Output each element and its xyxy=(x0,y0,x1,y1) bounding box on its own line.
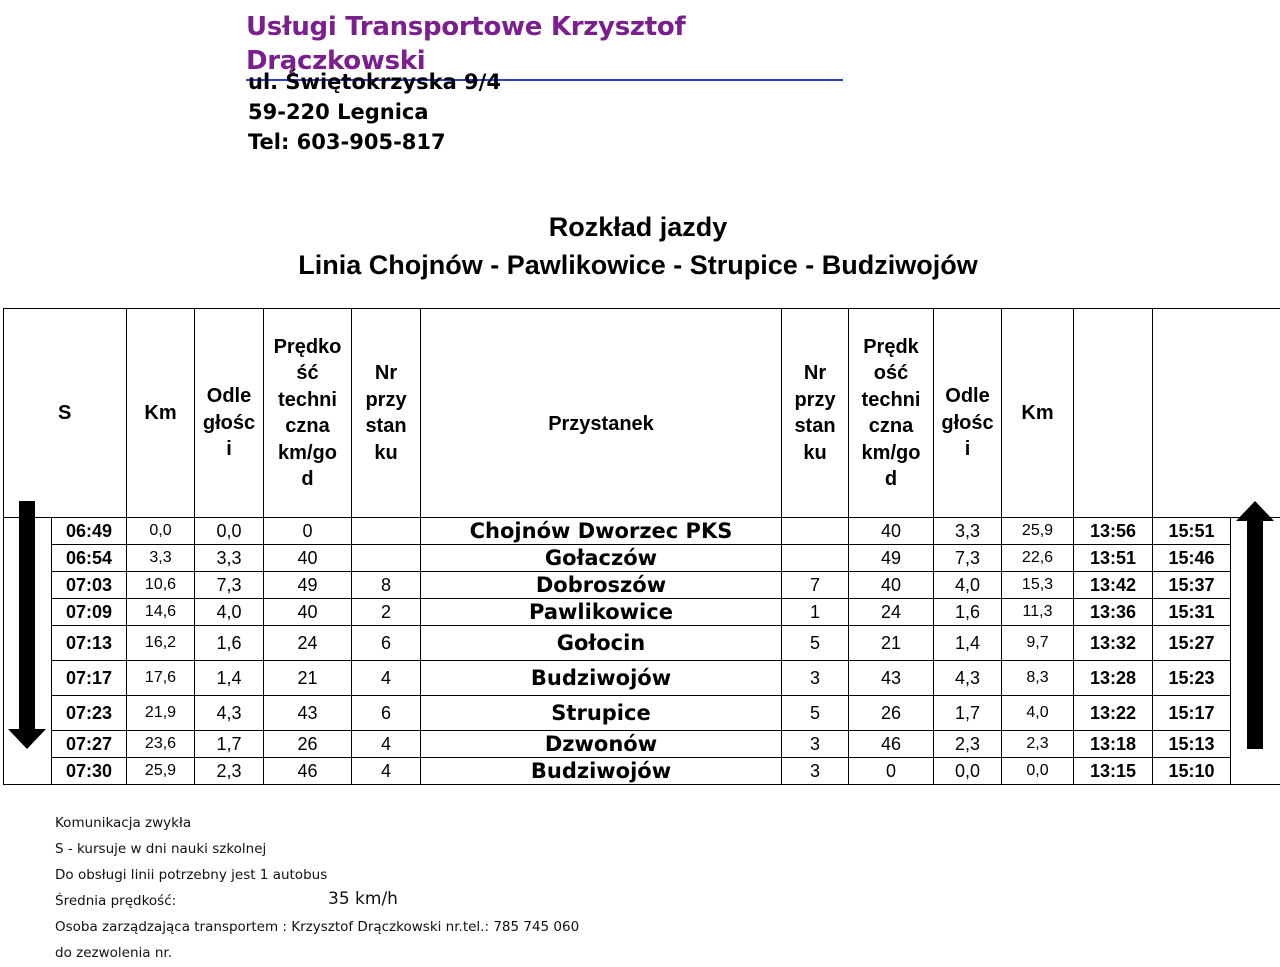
stop-nr-right: 7 xyxy=(782,572,849,599)
speed-right: 40 xyxy=(849,572,934,599)
stop-nr-left xyxy=(352,518,421,545)
footer-line-2: S - kursuje w dni nauki szkolnej xyxy=(55,841,267,857)
h-odl-r-2: i xyxy=(964,438,971,461)
speed-right: 0 xyxy=(849,758,934,785)
distance-right: 1,7 xyxy=(934,696,1002,731)
speed-right: 26 xyxy=(849,696,934,731)
header-distance-right xyxy=(934,309,1002,518)
return-time-1: 13:32 xyxy=(1074,626,1153,661)
line-title: Linia Chojnów - Pawlikowice - Strupice - Budziwojów xyxy=(298,250,978,280)
header-s xyxy=(4,309,127,518)
footer-line-6: do zezwolenia nr. xyxy=(55,945,172,961)
departure-time: 06:54 xyxy=(52,545,127,572)
h-nr-l-1: przy xyxy=(365,388,407,411)
h-nr-r-0: Nr xyxy=(803,362,827,384)
table-row xyxy=(4,696,1280,731)
h-spd-l-0: Prędko xyxy=(273,335,342,358)
speed-right: 24 xyxy=(849,599,934,626)
stop-name: Chojnów Dworzec PKS xyxy=(421,518,782,545)
footer-line-1: Komunikacja zwykła xyxy=(55,815,192,831)
table-row xyxy=(4,626,1280,661)
stop-nr-left: 8 xyxy=(352,572,421,599)
stop-name: Budziwojów xyxy=(421,661,782,696)
distance-left: 3,3 xyxy=(195,545,264,572)
header-s-label: S xyxy=(58,401,72,424)
footer-line-3: Do obsługi linii potrzebny jest 1 autobus xyxy=(55,867,328,883)
speed-right: 21 xyxy=(849,626,934,661)
return-time-1: 13:56 xyxy=(1074,518,1153,545)
arrow-space-left xyxy=(4,758,52,785)
stop-name: Pawlikowice xyxy=(421,599,782,626)
return-time-2: 15:51 xyxy=(1153,518,1231,545)
header-km-left: Km xyxy=(127,309,195,518)
distance-left: 7,3 xyxy=(195,572,264,599)
h-nr-l-2: stan xyxy=(365,415,407,437)
company-name: Usługi Transportowe Krzysztof Drączkowski xyxy=(246,10,843,81)
distance-left: 0,0 xyxy=(195,518,264,545)
km-left: 16,2 xyxy=(127,626,195,661)
km-right: 2,3 xyxy=(1002,731,1074,758)
departure-time: 06:49 xyxy=(52,518,127,545)
header-stop-nr-right xyxy=(782,309,849,518)
speed-left: 40 xyxy=(264,545,352,572)
distance-right: 2,3 xyxy=(934,731,1002,758)
table-row xyxy=(4,661,1280,696)
return-time-2: 15:23 xyxy=(1153,661,1231,696)
h-nr-l-0: Nr xyxy=(374,362,398,384)
return-time-1: 13:36 xyxy=(1074,599,1153,626)
km-right: 15,3 xyxy=(1002,572,1074,599)
stop-nr-right xyxy=(782,518,849,545)
table-row xyxy=(4,731,1280,758)
speed-right: 43 xyxy=(849,661,934,696)
table-row xyxy=(4,518,1280,545)
distance-right: 1,4 xyxy=(934,626,1002,661)
distance-right: 7,3 xyxy=(934,545,1002,572)
h-odl-l-2: i xyxy=(226,438,232,461)
h-spd-l-3: czna xyxy=(285,415,330,437)
return-time-1: 13:28 xyxy=(1074,661,1153,696)
header-stop-nr-left xyxy=(352,309,421,518)
address-city: 59-220 Legnica xyxy=(248,100,429,124)
arrow-up-icon xyxy=(1236,501,1276,751)
header-time-1 xyxy=(1074,309,1153,518)
return-time-2: 15:27 xyxy=(1153,626,1231,661)
h-spd-r-2: techni xyxy=(861,388,921,411)
stop-nr-right: 3 xyxy=(782,758,849,785)
h-spd-r-0: Prędk xyxy=(863,335,919,358)
return-time-2: 15:31 xyxy=(1153,599,1231,626)
header-stop: Przystanek xyxy=(421,309,782,518)
h-nr-r-3: ku xyxy=(803,441,827,464)
distance-left: 1,7 xyxy=(195,731,264,758)
address-phone: Tel: 603-905-817 xyxy=(248,130,446,154)
departure-time: 07:09 xyxy=(52,599,127,626)
return-time-2: 15:10 xyxy=(1153,758,1231,785)
stop-nr-right: 3 xyxy=(782,661,849,696)
stop-nr-right: 1 xyxy=(782,599,849,626)
stop-nr-right: 5 xyxy=(782,626,849,661)
header-speed-right xyxy=(849,309,934,518)
stop-name: Dobroszów xyxy=(421,572,782,599)
stop-nr-left: 6 xyxy=(352,626,421,661)
table-row xyxy=(4,599,1280,626)
km-right: 8,3 xyxy=(1002,661,1074,696)
h-nr-r-2: stan xyxy=(794,415,836,437)
speed-left: 40 xyxy=(264,599,352,626)
stop-nr-right: 3 xyxy=(782,731,849,758)
stop-nr-left: 6 xyxy=(352,696,421,731)
distance-left: 2,3 xyxy=(195,758,264,785)
h-nr-l-3: ku xyxy=(374,441,398,464)
table-row xyxy=(4,545,1280,572)
stop-nr-left: 2 xyxy=(352,599,421,626)
stop-name: Strupice xyxy=(421,696,782,731)
km-right: 4,0 xyxy=(1002,696,1074,731)
speed-left: 49 xyxy=(264,572,352,599)
footer-speed-label: Średnia prędkość: xyxy=(55,893,177,909)
departure-time: 07:23 xyxy=(52,696,127,731)
speed-right: 40 xyxy=(849,518,934,545)
return-time-1: 13:51 xyxy=(1074,545,1153,572)
departure-time: 07:13 xyxy=(52,626,127,661)
h-spd-l-5: d xyxy=(301,468,314,490)
distance-right: 4,0 xyxy=(934,572,1002,599)
distance-right: 3,3 xyxy=(934,518,1002,545)
distance-left: 4,3 xyxy=(195,696,264,731)
address-street: ul. Świętokrzyska 9/4 xyxy=(248,70,501,94)
departure-time: 07:27 xyxy=(52,731,127,758)
return-time-1: 13:22 xyxy=(1074,696,1153,731)
distance-right: 4,3 xyxy=(934,661,1002,696)
stop-nr-left xyxy=(352,545,421,572)
stop-name: Gołocin xyxy=(421,626,782,661)
h-odl-l-0: Odle xyxy=(206,385,252,408)
speed-left: 46 xyxy=(264,758,352,785)
footer-line-5: Osoba zarządzająca transportem : Krzysztof Drączkowski nr.tel.: 785 745 060 xyxy=(55,919,580,935)
header-time-2 xyxy=(1153,309,1280,518)
h-spd-l-1: ść xyxy=(296,362,319,384)
h-spd-r-5: d xyxy=(884,468,898,490)
distance-right: 0,0 xyxy=(934,758,1002,785)
stop-name: Budziwojów xyxy=(421,758,782,785)
stop-nr-right xyxy=(782,545,849,572)
h-spd-l-2: techni xyxy=(278,388,337,411)
speed-right: 49 xyxy=(849,545,934,572)
speed-right: 46 xyxy=(849,731,934,758)
km-right: 11,3 xyxy=(1002,599,1074,626)
km-right: 25,9 xyxy=(1002,518,1074,545)
km-right: 0,0 xyxy=(1002,758,1074,785)
stop-name: Gołaczów xyxy=(421,545,782,572)
h-odl-r-0: Odle xyxy=(945,385,990,408)
speed-value: 35 xyxy=(328,889,350,909)
stop-nr-left: 4 xyxy=(352,758,421,785)
departure-time: 07:03 xyxy=(52,572,127,599)
speed-left: 21 xyxy=(264,661,352,696)
timetable-title: Rozkład jazdy xyxy=(548,212,728,242)
timetable xyxy=(3,308,1280,785)
km-left: 21,9 xyxy=(127,696,195,731)
arrow-down-icon xyxy=(8,501,48,751)
km-left: 0,0 xyxy=(127,518,195,545)
km-right: 9,7 xyxy=(1002,626,1074,661)
km-left: 17,6 xyxy=(127,661,195,696)
km-right: 22,6 xyxy=(1002,545,1074,572)
km-left: 3,3 xyxy=(127,545,195,572)
distance-left: 1,4 xyxy=(195,661,264,696)
stop-nr-left: 4 xyxy=(352,731,421,758)
speed-left: 0 xyxy=(264,518,352,545)
h-spd-r-4: km/go xyxy=(861,441,921,464)
speed-left: 26 xyxy=(264,731,352,758)
km-left: 10,6 xyxy=(127,572,195,599)
h-spd-l-4: km/go xyxy=(278,441,337,464)
departure-time: 07:17 xyxy=(52,661,127,696)
header-speed-left xyxy=(264,309,352,518)
arrow-space-right xyxy=(1231,758,1280,785)
km-left: 14,6 xyxy=(127,599,195,626)
return-time-1: 13:18 xyxy=(1074,731,1153,758)
return-time-2: 15:46 xyxy=(1153,545,1231,572)
table-row xyxy=(4,758,1280,785)
return-time-2: 15:13 xyxy=(1153,731,1231,758)
stop-name: Dzwonów xyxy=(421,731,782,758)
header-distance-left xyxy=(195,309,264,518)
h-odl-l-1: głośc xyxy=(202,411,256,434)
return-time-1: 13:42 xyxy=(1074,572,1153,599)
h-spd-r-3: czna xyxy=(868,415,914,437)
km-left: 25,9 xyxy=(127,758,195,785)
stop-nr-left: 4 xyxy=(352,661,421,696)
km-left: 23,6 xyxy=(127,731,195,758)
distance-left: 1,6 xyxy=(195,626,264,661)
h-spd-r-1: ość xyxy=(873,362,909,384)
distance-right: 1,6 xyxy=(934,599,1002,626)
table-header-row xyxy=(4,309,1280,518)
distance-left: 4,0 xyxy=(195,599,264,626)
return-time-2: 15:37 xyxy=(1153,572,1231,599)
speed-unit: km/h xyxy=(355,889,398,909)
return-time-2: 15:17 xyxy=(1153,696,1231,731)
footer-speed-value xyxy=(328,889,398,909)
departure-time: 07:30 xyxy=(52,758,127,785)
speed-left: 24 xyxy=(264,626,352,661)
speed-left: 43 xyxy=(264,696,352,731)
return-time-1: 13:15 xyxy=(1074,758,1153,785)
table-row xyxy=(4,572,1280,599)
header-km-right: Km xyxy=(1002,309,1074,518)
h-nr-r-1: przy xyxy=(794,388,836,411)
h-odl-r-1: głośc xyxy=(941,411,994,434)
stop-nr-right: 5 xyxy=(782,696,849,731)
